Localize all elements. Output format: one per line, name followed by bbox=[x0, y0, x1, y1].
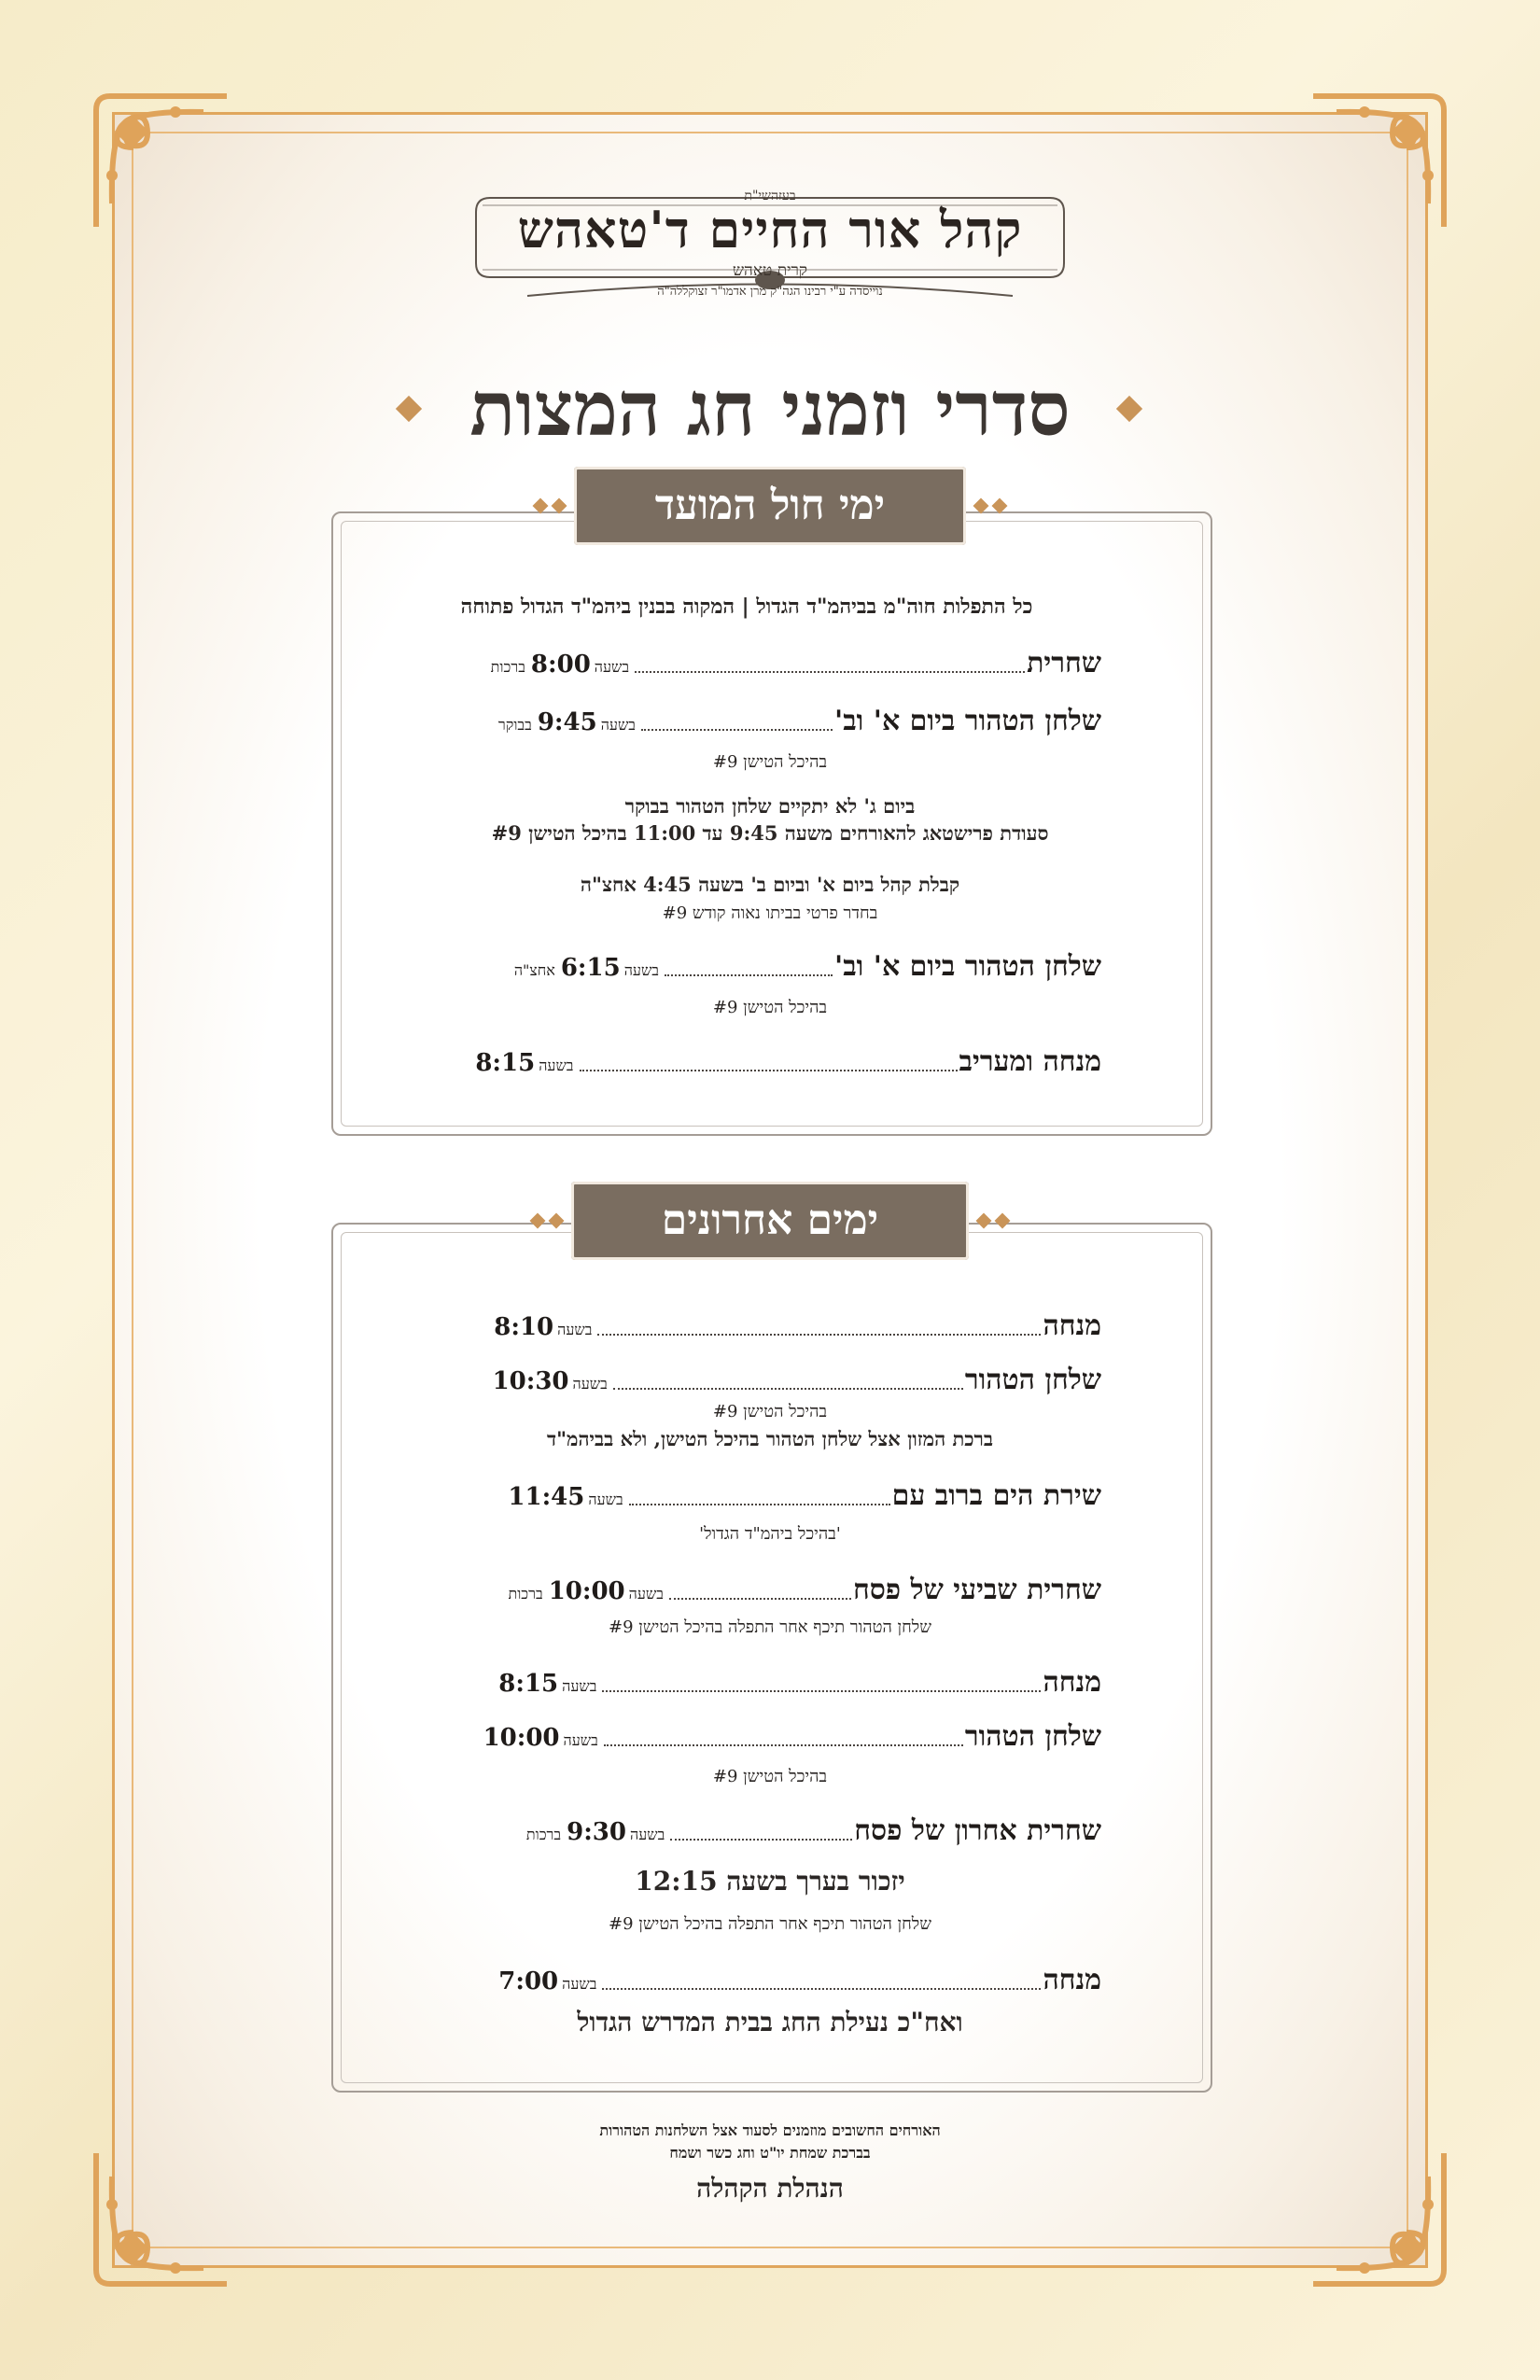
location-note: בהיכל הטישן #9 bbox=[712, 752, 828, 772]
footer-invite: האורחים החשובים מוזמנים לסעוד אצל השלחנות הטהורות bbox=[599, 2121, 941, 2139]
row-time: 8:15 bbox=[475, 1049, 536, 1077]
friday-meal-note: סעודת פרישטאג להאורחים משעה 9:45 עד 11:00 בהיכל הטישן #9 bbox=[491, 821, 1049, 845]
row-time: 10:30 bbox=[492, 1367, 569, 1395]
birkat-hamazon-note: ברכת המזון אצל שלחן הטהור בהיכל הטישן, ולא בביהמ"ד bbox=[546, 1427, 993, 1450]
section-banner-chol-hamoed: ימי חול המועד bbox=[574, 467, 966, 545]
row-label: שחרית אחרון של פסח bbox=[854, 1814, 1101, 1847]
dot-leader bbox=[665, 965, 833, 976]
row-time: 7:00 bbox=[498, 1967, 559, 1995]
ornament-corner-icon bbox=[1309, 91, 1449, 231]
schedule-row: שחריתבשעה8:00ברכות bbox=[490, 647, 1101, 679]
row-label: שלחן הטהור ביום א' וב' bbox=[834, 950, 1101, 983]
dot-leader bbox=[641, 720, 833, 731]
dot-leader bbox=[602, 1979, 1041, 1990]
dot-leader bbox=[635, 662, 1025, 673]
yamim-acharonim-box bbox=[331, 1223, 1212, 2093]
dot-leader bbox=[580, 1060, 958, 1071]
schedule-row: שלחן הטהור ביום א' וב'בשעה6:15אחצ"ה bbox=[513, 950, 1101, 983]
schedule-row: שלחן הטהור ביום א' וב'בשעה9:45בבוקר bbox=[497, 705, 1101, 737]
footer-signature: הנהלת הקהלה bbox=[696, 2173, 844, 2204]
ornament-corner-icon bbox=[91, 2149, 231, 2289]
location-note: בהיכל הטישן #9 bbox=[712, 1767, 828, 1786]
schedule-row: שלחן הטהורבשעה10:30 bbox=[492, 1364, 1101, 1396]
dot-leader bbox=[669, 1589, 851, 1600]
logo-bezrat: בעזהשי"ת bbox=[744, 189, 796, 203]
congregation-logo bbox=[471, 179, 1069, 319]
location-note: בהיכל הטישן #9 bbox=[712, 1402, 828, 1421]
row-label: מנחה bbox=[1043, 1666, 1101, 1699]
schedule-row: מנחהבשעה8:10 bbox=[494, 1309, 1101, 1342]
page-title: סדרי וזמני חג המצות bbox=[469, 365, 1071, 453]
dot-leader bbox=[629, 1494, 890, 1505]
footer-blessing: בברכת שמחת יו"ט וחג כשר ושמח bbox=[669, 2144, 871, 2162]
schedule-row: שחרית אחרון של פסחבשעה9:30ברכות bbox=[525, 1814, 1101, 1847]
row-label: מנחה ומעריב bbox=[959, 1045, 1101, 1078]
schedule-row: מנחהבשעה7:00 bbox=[498, 1964, 1101, 1996]
row-time: 9:45 bbox=[537, 708, 597, 736]
ornament-corner-icon bbox=[91, 91, 231, 231]
row-time: 8:00 bbox=[530, 651, 591, 679]
row-label: מנחה bbox=[1043, 1964, 1101, 1996]
section-banner-yamim-acharonim: ימים אחרונים bbox=[571, 1182, 969, 1260]
row-time: 10:00 bbox=[483, 1724, 560, 1752]
row-label: שחרית bbox=[1027, 647, 1101, 679]
row-label: שלחן הטהור ביום א' וב' bbox=[834, 705, 1101, 737]
after-prayer-note: שלחן הטהור תיכף אחר התפלה בהיכל הטישן #9 bbox=[609, 1617, 931, 1637]
logo-founded: נוייסדה ע"י רבינו הגה"ק מרן אדמו"ר זצוקללה"ה bbox=[657, 285, 883, 299]
row-label: שירת הים ברוב עם bbox=[891, 1479, 1101, 1512]
dot-leader bbox=[670, 1829, 852, 1841]
beis-medrash-note: 'בהיכל ביהמ"ד הגדול' bbox=[699, 1524, 841, 1544]
logo-city: קרית טאהש bbox=[733, 261, 807, 280]
dot-leader bbox=[613, 1379, 963, 1390]
kabbalat-kahal-note: קבלת קהל ביום א' וביום ב' בשעה 4:45 אחצ"ה bbox=[580, 873, 960, 896]
row-label: מנחה bbox=[1043, 1309, 1101, 1342]
dot-leader bbox=[604, 1735, 963, 1746]
schedule-row: שירת הים ברוב עםבשעה11:45 bbox=[508, 1479, 1101, 1512]
row-time: 8:10 bbox=[494, 1313, 554, 1341]
private-room-note: בחדר פרטי בביתו נאוה קודש #9 bbox=[662, 903, 878, 923]
schedule-row: מנחה ומעריבבשעה8:15 bbox=[475, 1045, 1101, 1078]
row-time: 9:30 bbox=[567, 1818, 626, 1846]
row-time: 8:15 bbox=[498, 1670, 559, 1698]
schedule-row: מנחהבשעה8:15 bbox=[498, 1666, 1101, 1699]
day3-note: ביום ג' לא יתקיים שלחן הטהור בבוקר bbox=[624, 794, 916, 818]
schedule-row: שחרית שביעי של פסחבשעה10:00ברכות bbox=[508, 1574, 1101, 1606]
yizkor-note: יזכור בערך בשעה 12:15 bbox=[635, 1866, 905, 1897]
closing-note: ואח"כ נעילת החג בבית המדרש הגדול bbox=[577, 2007, 963, 2037]
location-note: בהיכל הטישן #9 bbox=[712, 998, 828, 1017]
row-time: 10:00 bbox=[548, 1577, 625, 1605]
row-time: 6:15 bbox=[560, 954, 621, 982]
row-label: שחרית שביעי של פסח bbox=[852, 1574, 1101, 1606]
row-time: 11:45 bbox=[508, 1483, 585, 1511]
row-label: שלחן הטהור bbox=[964, 1720, 1101, 1753]
dot-leader bbox=[602, 1681, 1041, 1692]
section1-intro: כל התפלות חוה"מ בביהמ"ד הגדול | המקוה בבנין ביהמ"ד הגדול פתוחה bbox=[460, 595, 1033, 619]
dot-leader bbox=[597, 1324, 1041, 1336]
row-label: שלחן הטהור bbox=[964, 1364, 1101, 1396]
schedule-row: שלחן הטהורבשעה10:00 bbox=[483, 1720, 1101, 1753]
logo-name: קהל אור החיים ד'טאהש bbox=[517, 200, 1023, 259]
after-prayer-note: שלחן הטהור תיכף אחר התפלה בהיכל הטישן #9 bbox=[609, 1914, 931, 1934]
ornament-corner-icon bbox=[1309, 2149, 1449, 2289]
